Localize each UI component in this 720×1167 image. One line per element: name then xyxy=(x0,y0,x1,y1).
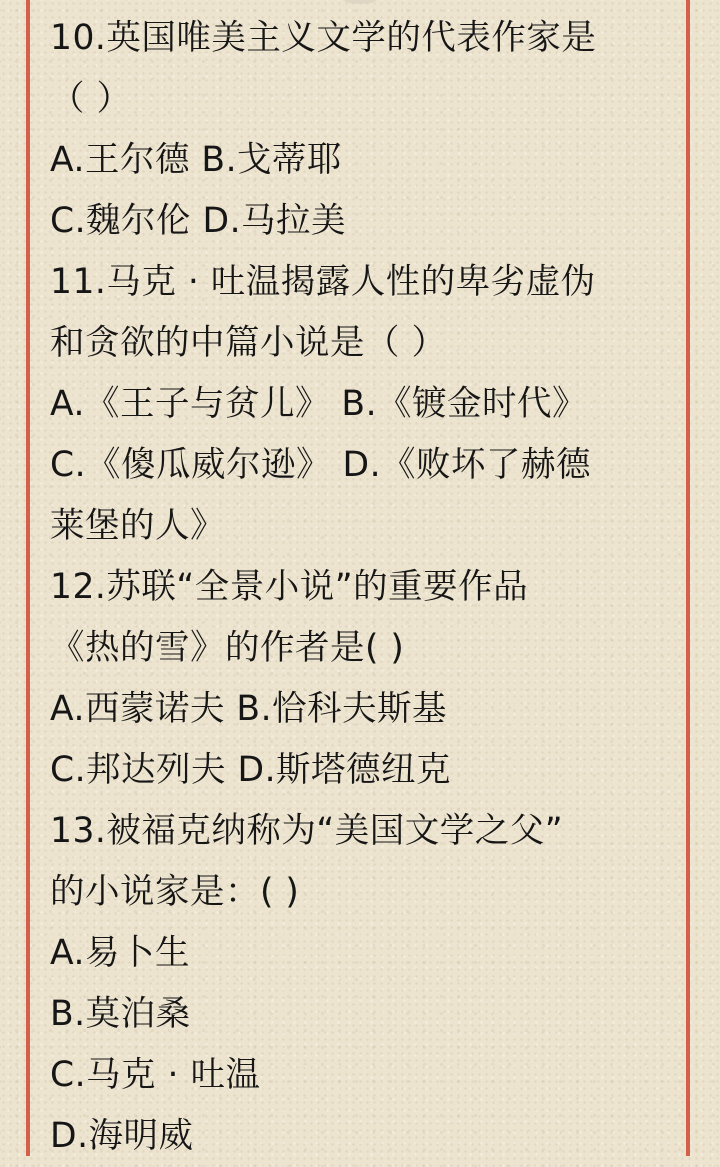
q10-stem-line-2: （ ） xyxy=(50,79,132,119)
q12-stem-line-1: 12.苏联“全景小说”的重要作品 xyxy=(50,567,529,607)
q12-options-ab: A.西蒙诺夫 B.恰科夫斯基 xyxy=(50,689,448,729)
q10-options-cd: C.魏尔伦 D.马拉美 xyxy=(50,201,347,241)
question-text-block xyxy=(50,8,680,1167)
right-border-line xyxy=(686,0,690,1156)
q12-options-cd: C.邦达列夫 D.斯塔德纽克 xyxy=(50,750,452,790)
q11-stem-line-2: 和贪欲的中篇小说是（ ） xyxy=(50,323,447,363)
q11-options-ab: A.《王子与贫儿》 B.《镀金时代》 xyxy=(50,384,588,424)
q11-options-cd-line-1: C.《傻瓜威尔逊》 D.《败坏了赫德 xyxy=(50,445,592,485)
q13-option-c: C.马克 · 吐温 xyxy=(50,1055,261,1095)
q13-option-d: D.海明威 xyxy=(50,1116,194,1156)
q13-option-a: A.易卜生 xyxy=(50,933,190,973)
q13-option-b: B.莫泊桑 xyxy=(50,994,191,1034)
q11-stem-line-1: 11.马克 · 吐温揭露人性的卑劣虚伪 xyxy=(50,262,596,302)
left-border-line xyxy=(26,0,30,1156)
q13-stem-line-2: 的小说家是：( ) xyxy=(50,872,300,912)
q11-options-cd-line-2: 莱堡的人》 xyxy=(50,506,225,546)
top-tab-decoration xyxy=(334,0,386,4)
q10-options-ab: A.王尔德 B.戈蒂耶 xyxy=(50,140,343,180)
q12-stem-line-2: 《热的雪》的作者是( ) xyxy=(50,628,405,668)
q13-stem-line-1: 13.被福克纳称为“美国文学之父” xyxy=(50,811,564,851)
q10-stem-line-1: 10.英国唯美主义文学的代表作家是 xyxy=(50,18,597,58)
